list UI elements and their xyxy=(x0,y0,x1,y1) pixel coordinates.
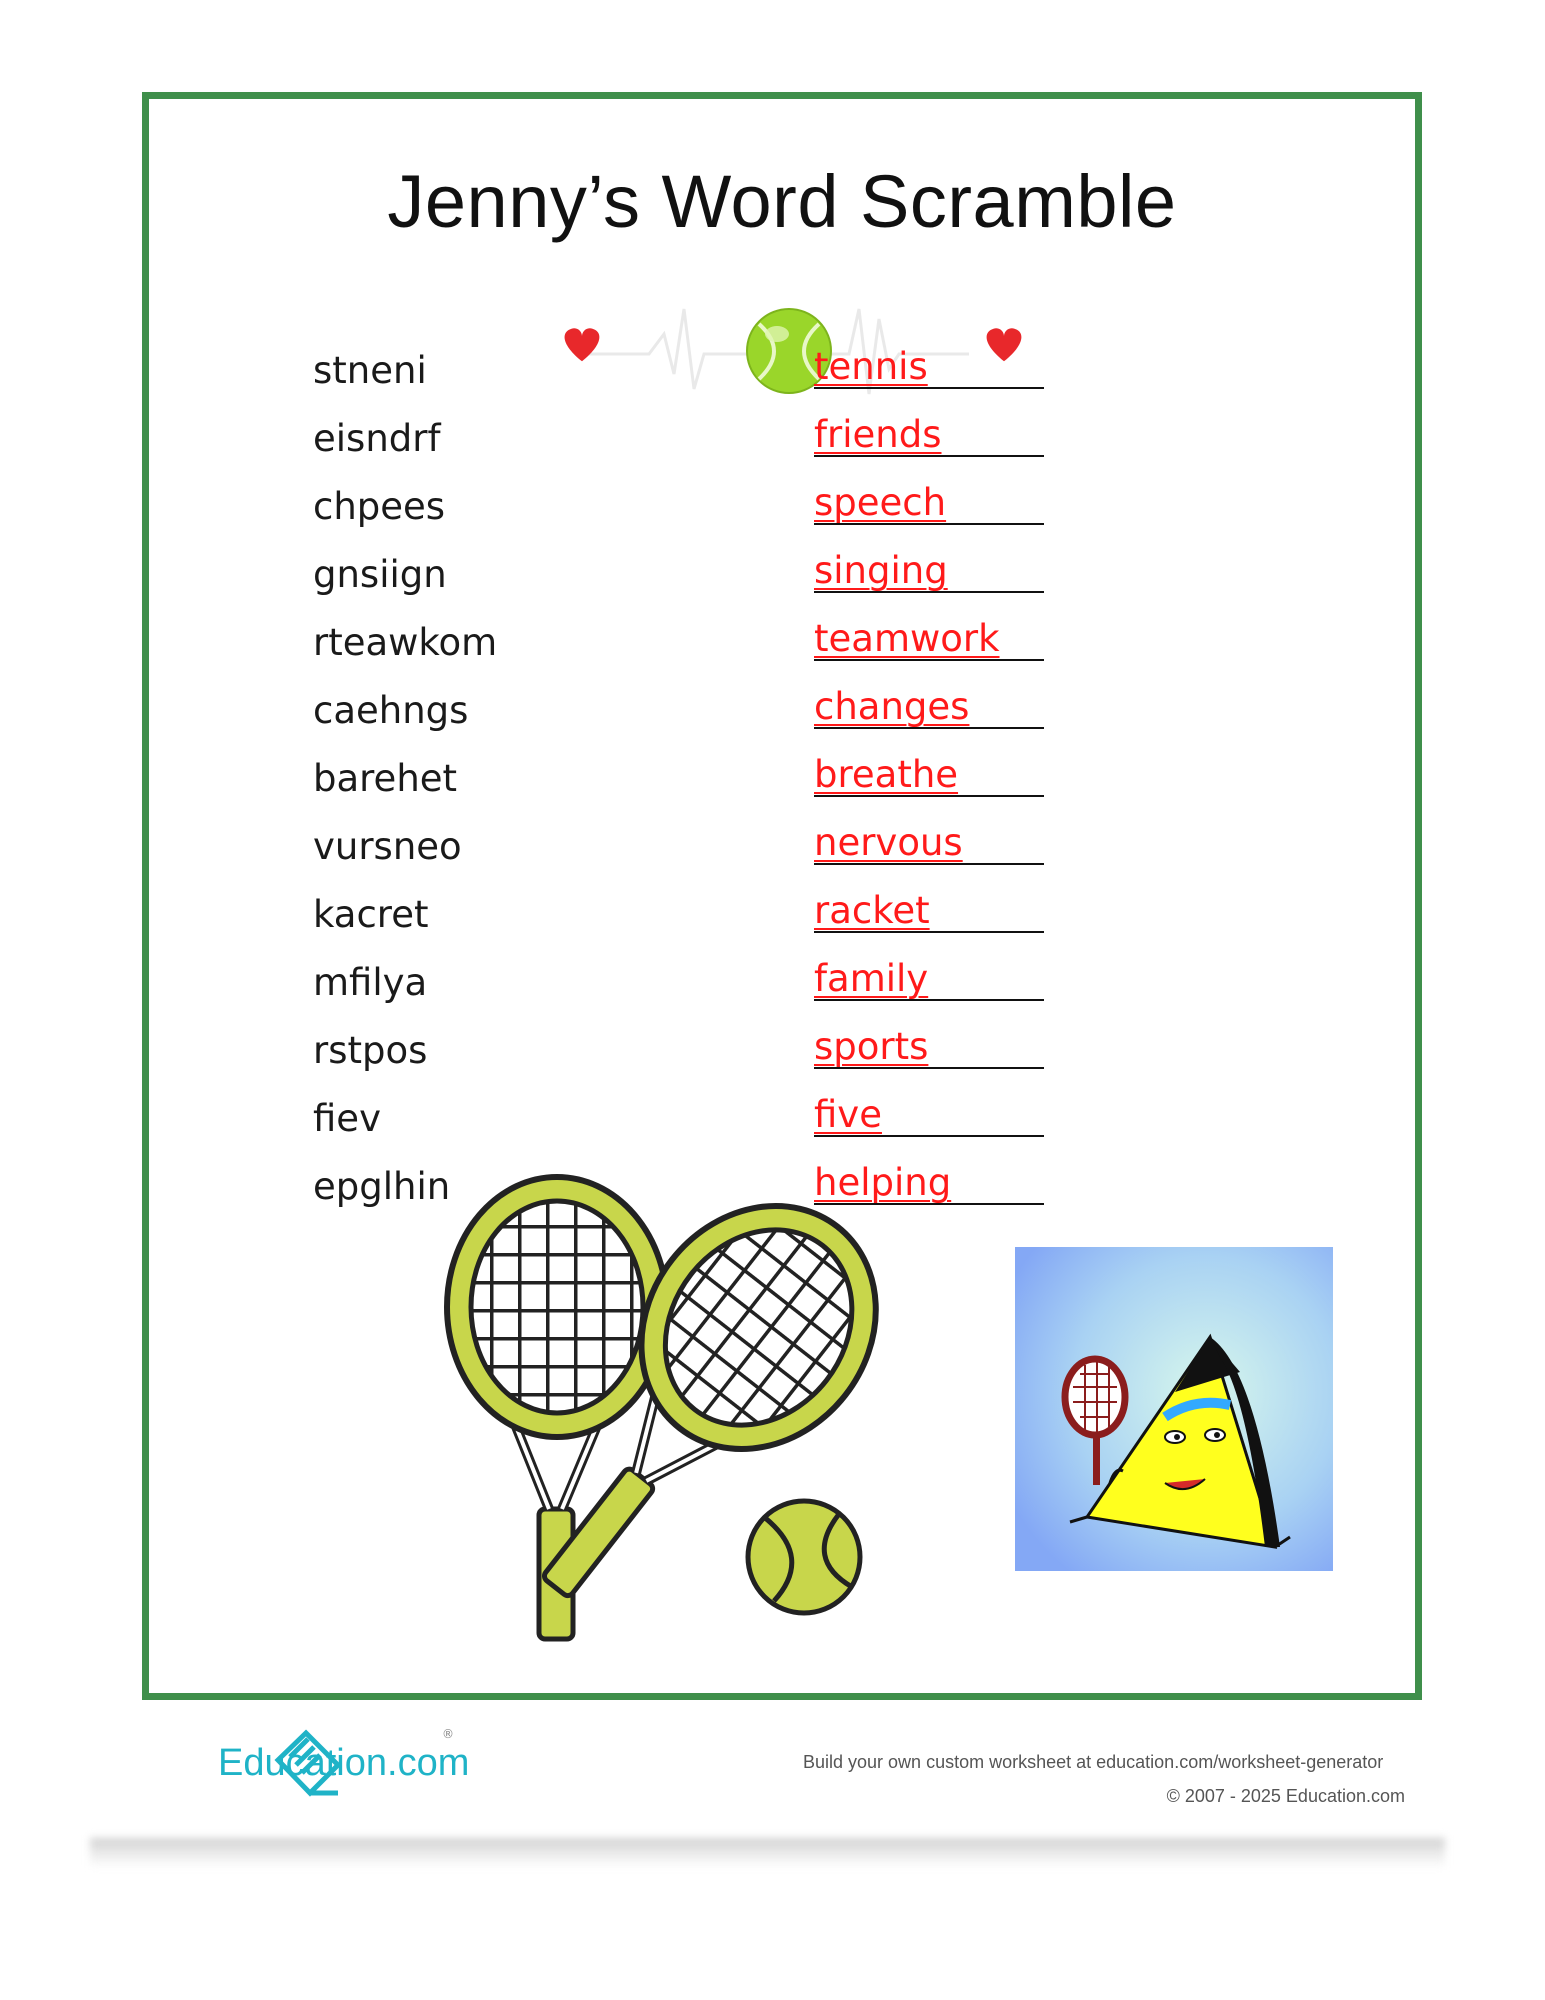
scrambled-word: rstpos xyxy=(313,1029,428,1072)
word-row xyxy=(149,1093,1415,1157)
answer-word: racket xyxy=(814,889,930,932)
tennis-ball-icon xyxy=(748,1501,860,1613)
tennis-rackets-illustration xyxy=(434,1169,934,1649)
word-row xyxy=(149,617,1415,681)
answer-word: singing xyxy=(814,549,948,592)
answer-word: speech xyxy=(814,481,947,524)
scrambled-word: kacret xyxy=(313,893,429,936)
scrambled-word: epglhin xyxy=(313,1165,451,1208)
education-logo-text: Education.com xyxy=(218,1742,470,1784)
word-row xyxy=(149,413,1415,477)
answer-word: tennis xyxy=(814,345,928,388)
answer-word: family xyxy=(814,957,929,1000)
word-row xyxy=(149,957,1415,1021)
answer-word: sports xyxy=(814,1025,929,1068)
word-row xyxy=(149,685,1415,749)
scrambled-word: rteawkom xyxy=(313,621,498,664)
answer-word: five xyxy=(814,1093,882,1136)
scrambled-word: chpees xyxy=(313,485,446,528)
word-row xyxy=(149,345,1415,409)
answer-word: nervous xyxy=(814,821,963,864)
word-row xyxy=(149,549,1415,613)
registered-mark: ® xyxy=(442,1727,454,1741)
scrambled-word: fiev xyxy=(313,1097,381,1140)
answer-word: teamwork xyxy=(814,617,1000,660)
answer-word: breathe xyxy=(814,753,959,796)
scrambled-word: mfilya xyxy=(313,961,428,1004)
worksheet-title: Jenny’s Word Scramble xyxy=(387,160,1177,243)
footer-build-text: Build your own custom worksheet at education.com/worksheet-generator xyxy=(803,1752,1384,1772)
scrambled-word: stneni xyxy=(313,349,427,392)
page-shadow xyxy=(90,1838,1445,1868)
character-with-racket-illustration xyxy=(1015,1247,1333,1571)
worksheet-frame xyxy=(142,92,1422,1700)
word-row xyxy=(149,481,1415,545)
word-row xyxy=(149,753,1415,817)
answer-word: friends xyxy=(814,413,942,456)
answer-word: helping xyxy=(814,1161,952,1204)
word-row xyxy=(149,1025,1415,1089)
word-row xyxy=(149,821,1415,885)
answer-word: changes xyxy=(814,685,970,728)
scrambled-word: vursneo xyxy=(313,825,462,868)
scrambled-word: caehngs xyxy=(313,689,469,732)
footer-copyright: © 2007 - 2025 Education.com xyxy=(1166,1786,1405,1806)
scrambled-word: eisndrf xyxy=(313,417,441,460)
word-row xyxy=(149,889,1415,953)
scrambled-word: gnsiign xyxy=(313,553,447,596)
scrambled-word: barehet xyxy=(313,757,458,800)
